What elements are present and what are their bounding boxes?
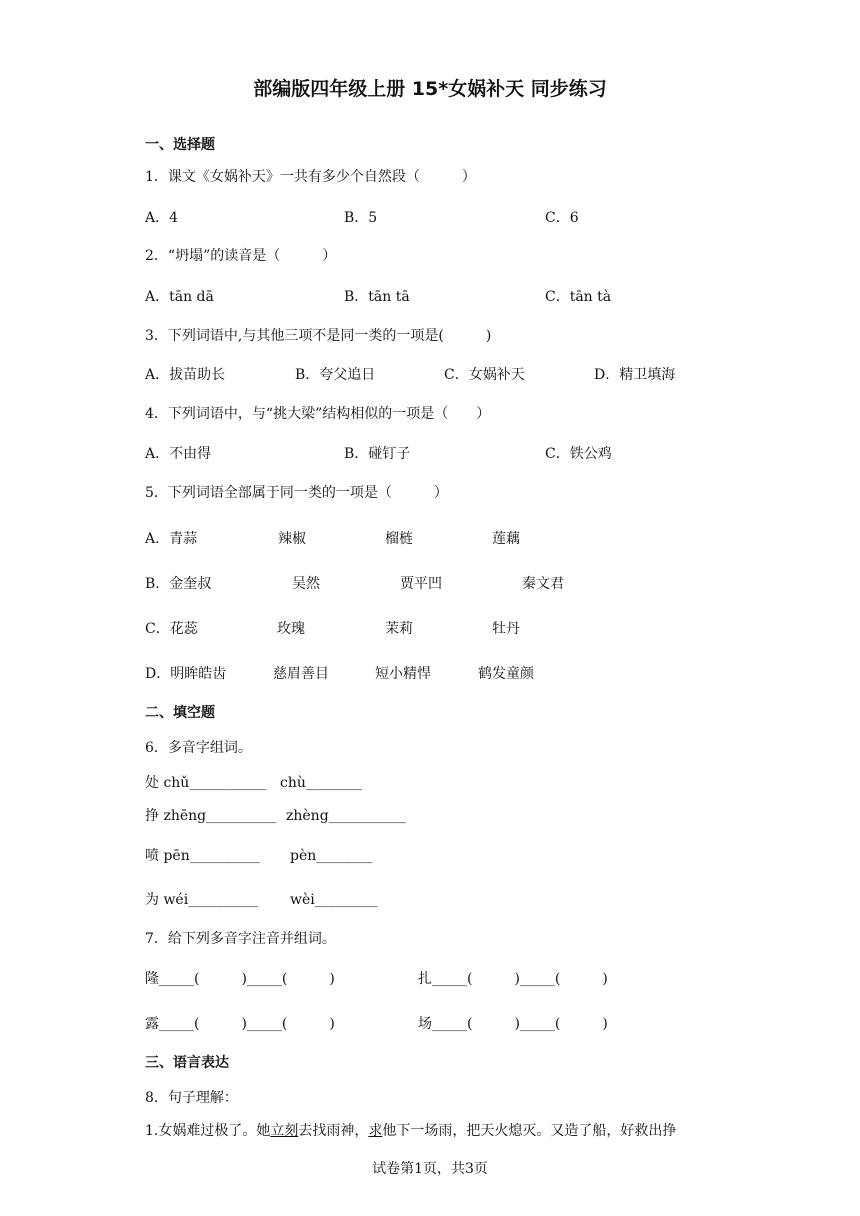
question-6-stem: 6．多音字组词。 <box>145 740 252 756</box>
question-5-option-a-word-3: 榴梿 <box>385 531 413 547</box>
question-5-option-b-word-3: 贾平凹 <box>400 576 442 592</box>
question-1-option-c: C．6 <box>545 210 579 226</box>
question-2-option-b: B．tān tā <box>344 289 410 305</box>
question-5-option-d-word-2: 慈眉善目 <box>273 666 329 682</box>
question-8-sentence <box>145 1122 676 1140</box>
question-1-stem: 1．课文《女娲补天》一共有多少个自然段（ ） <box>145 169 476 185</box>
section-heading-choice: 一、选择题 <box>145 137 215 153</box>
sentence-part: 去找雨神， <box>298 1123 369 1139</box>
question-7-row-2-a: 露_____( )_____( ) <box>145 1016 335 1032</box>
question-3-option-a: A．拔苗助长 <box>145 367 226 383</box>
question-5-option-a-word-1: A．青蒜 <box>145 531 198 547</box>
question-6-row-1-b: chù________ <box>280 775 362 791</box>
question-6-row-1-a: 处 chǔ___________ <box>145 775 267 791</box>
question-5-option-b-word-4: 秦文君 <box>522 576 564 592</box>
question-5-option-c-word-1: C．花蕊 <box>145 621 198 637</box>
question-5-option-a-word-2: 辣椒 <box>278 531 306 547</box>
question-4-stem: 4．下列词语中，与“挑大梁”结构相似的一项是（ ） <box>145 406 491 422</box>
underlined-word-qiu: 求 <box>368 1123 383 1139</box>
sentence-part: 他下一场雨，把天火熄灭。又造了船，好救出挣 <box>382 1123 677 1139</box>
question-2-option-a: A．tān dā <box>145 289 214 305</box>
question-6-row-4-a: 为 wéi__________ <box>145 892 259 908</box>
sentence-part: 1.女娲难过极了。她 <box>145 1123 271 1139</box>
question-7-row-2-b: 场_____( )_____( ) <box>418 1016 608 1032</box>
underlined-word-likeke: 立刻 <box>270 1123 299 1139</box>
section-heading-fill: 二、填空题 <box>145 705 215 721</box>
question-5-option-c-word-4: 牡丹 <box>492 621 520 637</box>
question-5-option-d-word-4: 鹤发童颜 <box>478 666 534 682</box>
page-title: 部编版四年级上册 15*女娲补天 同步练习 <box>253 78 607 100</box>
question-5-option-c-word-3: 茉莉 <box>385 621 413 637</box>
question-4-option-c: C．铁公鸡 <box>545 446 612 462</box>
question-5-option-b-word-1: B．金奎叔 <box>145 576 212 592</box>
question-8-stem: 8．句子理解： <box>145 1090 238 1106</box>
question-6-row-2-b: zhèng___________ <box>286 808 406 824</box>
question-3-option-d: D．精卫填海 <box>594 367 676 383</box>
question-6-row-3-b: pèn________ <box>290 848 373 864</box>
question-7-row-1-a: 隆_____( )_____( ) <box>145 971 335 987</box>
question-5-option-a-word-4: 莲藕 <box>492 531 520 547</box>
question-2-option-c: C．tān tà <box>545 289 612 305</box>
question-5-option-d-word-1: D．明眸皓齿 <box>145 666 227 682</box>
question-2-stem: 2．“坍塌”的读音是（ ） <box>145 248 337 264</box>
question-3-option-c: C．女娲补天 <box>444 367 525 383</box>
question-3-stem: 3．下列词语中,与其他三项不是同一类的一项是( ) <box>145 328 492 344</box>
question-5-option-b-word-2: 吴然 <box>292 576 320 592</box>
question-7-stem: 7．给下列多音字注音并组词。 <box>145 931 336 947</box>
question-4-option-b: B．碰钉子 <box>344 446 411 462</box>
question-5-option-c-word-2: 玫瑰 <box>277 621 305 637</box>
question-6-row-4-b: wèi_________ <box>290 892 378 908</box>
question-1-option-b: B．5 <box>344 210 378 226</box>
question-7-row-1-b: 扎_____( )_____( ) <box>418 971 608 987</box>
question-5-option-d-word-3: 短小精悍 <box>375 666 431 682</box>
section-heading-expression: 三、语言表达 <box>145 1055 229 1071</box>
question-6-row-2-a: 挣 zhēng__________ <box>145 808 277 824</box>
question-6-row-3-a: 喷 pēn__________ <box>145 848 260 864</box>
question-5-stem: 5．下列词语全部属于同一类的一项是（ ） <box>145 485 448 501</box>
page-footer: 试卷第1页，共3页 <box>372 1161 488 1177</box>
question-1-option-a: A．4 <box>145 210 179 226</box>
question-4-option-a: A．不由得 <box>145 446 212 462</box>
question-3-option-b: B．夸父追日 <box>295 367 376 383</box>
